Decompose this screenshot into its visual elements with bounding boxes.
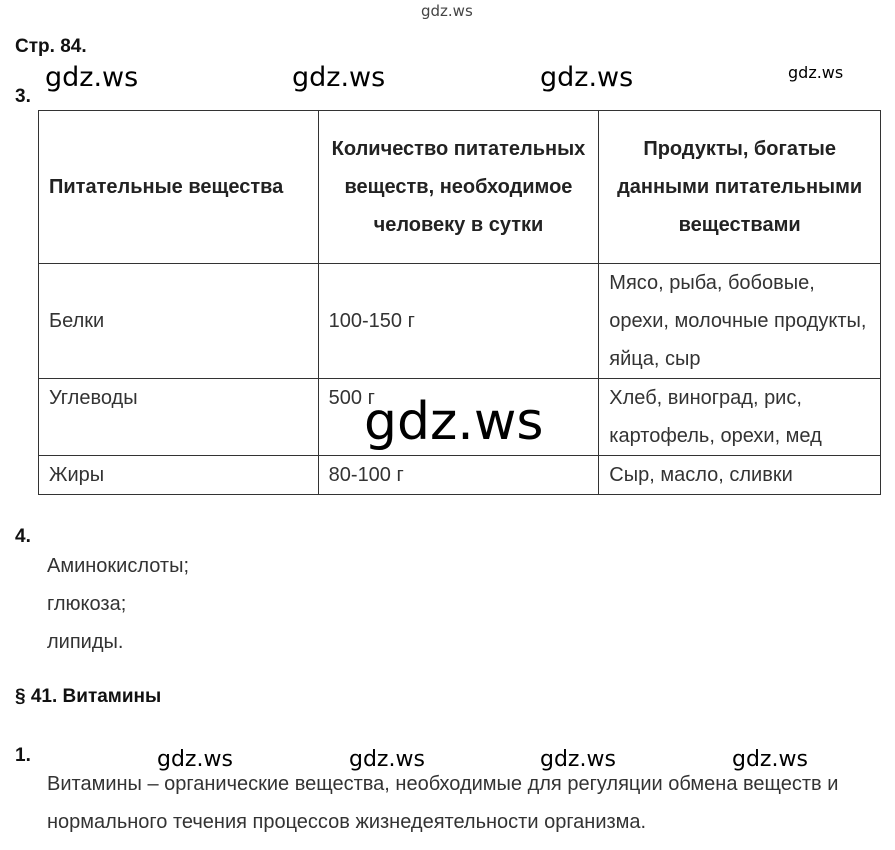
cell-products: Сыр, масло, сливки [599,456,881,495]
cell-products: Хлеб, виноград, рис, картофель, орехи, мед [599,379,881,456]
header-rich-products: Продукты, богатые данными питательными веществами [599,111,881,264]
task-3-number: 3. [15,86,31,107]
watermark-top: gdz.ws [421,2,473,20]
watermark: gdz.ws [540,62,634,93]
watermark: gdz.ws [292,62,386,93]
table-row [39,456,881,495]
list-item: глюкоза; [47,593,127,615]
watermark-center: gdz.ws [364,392,544,452]
list-item: Аминокислоты; [47,555,190,577]
table-header-row [39,111,881,264]
watermark: gdz.ws [157,747,233,772]
watermark: gdz.ws [540,747,616,772]
list-item: липиды. [47,631,124,653]
watermark: gdz.ws [45,62,139,93]
section-heading: § 41. Витамины [15,686,162,707]
cell-products: Мясо, рыба, бобовые, орехи, молочные продукты, яйца, сыр [599,264,881,379]
header-nutrients: Питательные вещества [39,111,319,264]
watermark: gdz.ws [349,747,425,772]
table-row [39,264,881,379]
cell-nutrient: Жиры [39,456,319,495]
watermark: gdz.ws [732,747,808,772]
cell-nutrient: Белки [39,264,319,379]
page-label: Стр. 84. [15,36,87,57]
watermark: gdz.ws [788,63,844,82]
header-daily-amount: Количество питательных веществ, необходимое человеку в сутки [318,111,599,264]
cell-nutrient: Углеводы [39,379,319,456]
cell-amount: 500 г [318,379,599,456]
cell-amount: 80-100 г [318,456,599,495]
cell-amount: 100-150 г [318,264,599,379]
vitamins-definition: Витамины – органические вещества, необходимые для регуляции обмена веществ и нормального течения процессов жизнедеятельности организма. [47,773,839,833]
task-1-number: 1. [15,745,31,766]
task-4-number: 4. [15,526,31,547]
